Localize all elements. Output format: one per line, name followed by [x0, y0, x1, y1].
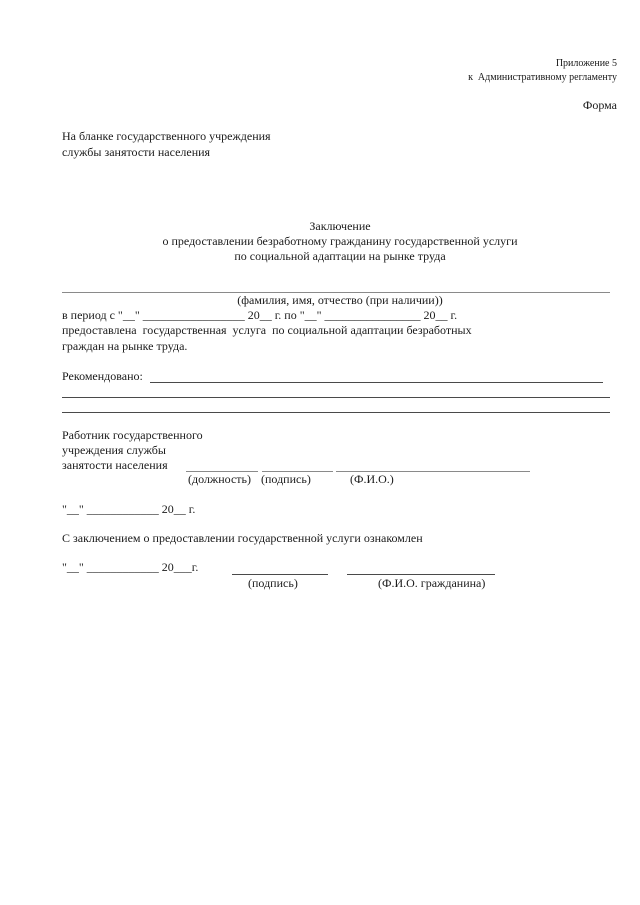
- acknowledgement-date-line: "__" ____________ 20___г.: [62, 560, 199, 574]
- citizen-name-caption: (фамилия, имя, отчество (при наличии)): [237, 293, 443, 307]
- regulation-reference: к Административному регламенту: [468, 72, 617, 83]
- appendix-number: Приложение 5: [555, 58, 617, 69]
- letterhead-line-1: На бланке государственного учреждения: [62, 129, 271, 143]
- document-subtitle-line-1: о предоставлении безработному гражданину государственной услуги: [162, 234, 518, 248]
- recommendation-fill-line-1: [150, 382, 603, 383]
- document-title: Заключение: [309, 219, 371, 233]
- letterhead-line-2: службы занятости населения: [62, 145, 211, 159]
- service-provided-line-2: граждан на рынке труда.: [62, 339, 188, 353]
- employee-position-caption: (должность): [188, 472, 251, 486]
- employee-label-line-2: учреждения службы: [62, 443, 166, 457]
- service-provided-line-1: предоставлена государственная услуга по социальной адаптации безработных: [62, 323, 472, 337]
- employee-label-line-1: Работник государственного: [62, 428, 203, 442]
- citizen-signature-fill-line: [232, 574, 328, 575]
- citizen-signature-caption: (подпись): [248, 576, 298, 590]
- form-label: Форма: [582, 98, 617, 112]
- recommendation-fill-line-2: [62, 397, 610, 398]
- recommendation-label: Рекомендовано:: [62, 369, 143, 383]
- employee-signature-caption: (подпись): [261, 472, 311, 486]
- citizen-fullname-caption: (Ф.И.О. гражданина): [378, 576, 486, 590]
- citizen-fullname-fill-line: [347, 574, 495, 575]
- recommendation-fill-line-3: [62, 412, 610, 413]
- document-subtitle-line-2: по социальной адаптации на рынке труда: [234, 249, 446, 263]
- employee-label-line-3: занятости населения: [62, 458, 168, 472]
- service-period-line: в период с "__" _________________ 20__ г. по "__" ________________ 20__ г.: [62, 308, 458, 322]
- employee-date-line: "__" ____________ 20__ г.: [62, 502, 196, 516]
- acknowledgement-text: С заключением о предоставлении государственной услуги ознакомлен: [62, 531, 423, 545]
- employee-name-caption: (Ф.И.О.): [350, 472, 394, 486]
